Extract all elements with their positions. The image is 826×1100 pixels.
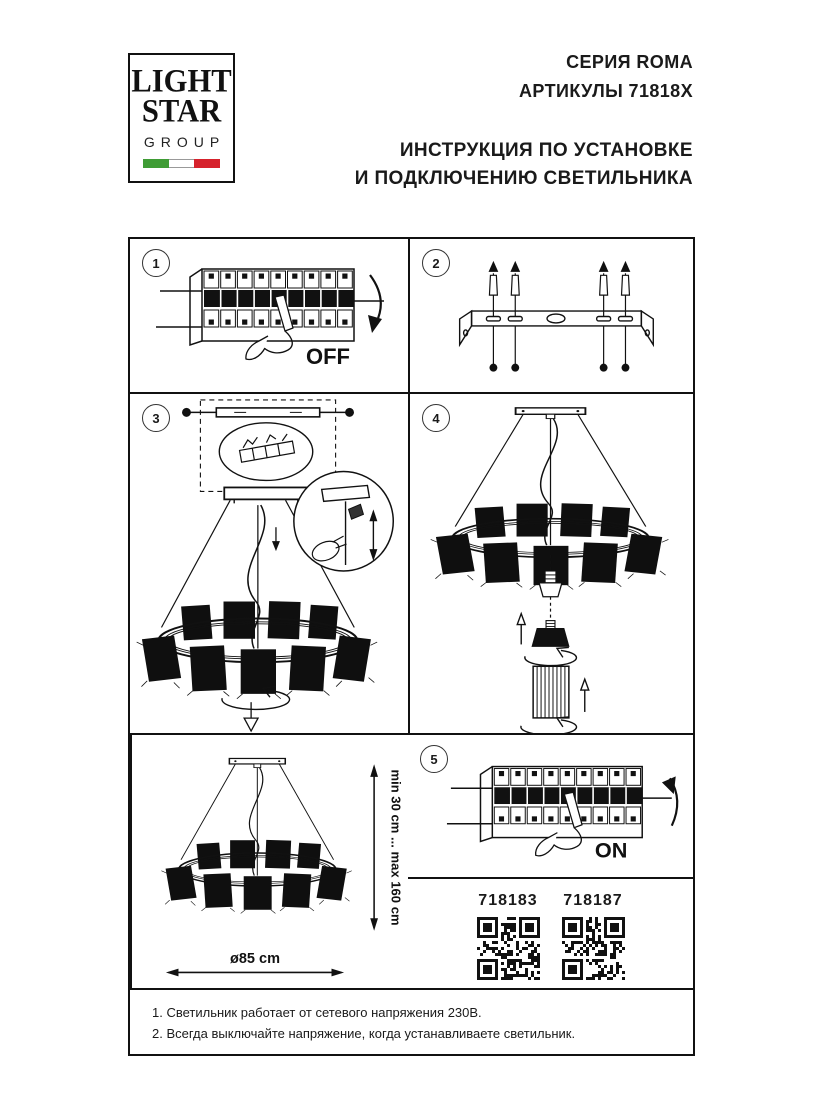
step-5-badge: 5 xyxy=(420,745,448,773)
screw-icon xyxy=(490,326,497,371)
height-range-label: min 30 cm ... max 160 cm xyxy=(388,769,404,926)
side-screw-icon xyxy=(183,408,217,416)
qr-code-icon xyxy=(562,917,625,985)
series-title: СЕРИЯ ROMA xyxy=(566,52,693,72)
qr-item-left xyxy=(477,892,540,985)
qr-code-label: 718183 xyxy=(478,892,538,909)
step-3-badge: 3 xyxy=(142,404,170,432)
instruction-title xyxy=(355,137,693,193)
footer-notes xyxy=(128,988,695,1056)
panel-step-2 xyxy=(408,239,693,392)
qr-code-label: 718187 xyxy=(563,892,623,909)
off-arrow-icon xyxy=(368,275,382,333)
steps-grid xyxy=(128,237,695,994)
anchor-icon xyxy=(600,262,608,316)
up-arrow-icon xyxy=(517,614,525,645)
step-1-badge: 1 xyxy=(142,249,170,277)
lightstar-logo xyxy=(128,53,235,183)
halogen-bulb-icon xyxy=(532,621,569,647)
qr-item-right xyxy=(562,892,625,985)
panel-step-3 xyxy=(130,392,408,733)
logo-word-light: LIGHT xyxy=(131,63,232,100)
side-screw-icon xyxy=(320,408,354,416)
panel-dimensions xyxy=(130,733,408,992)
rotate-arrow-icon xyxy=(521,717,577,733)
height-dimension xyxy=(370,764,378,931)
panel-step-1 xyxy=(130,239,408,392)
anchor-icon xyxy=(622,262,630,316)
dimensions-diagram xyxy=(132,735,408,992)
panel-qr-codes xyxy=(408,877,693,992)
step-4-badge: 4 xyxy=(422,404,450,432)
cylinder-shade-icon xyxy=(533,666,569,718)
logo-word-star: STAR xyxy=(141,93,222,130)
breaker-off-diagram xyxy=(130,239,408,392)
logo-word-group: GROUP xyxy=(143,134,226,150)
diameter-dimension xyxy=(166,969,344,977)
anchor-icon xyxy=(489,262,497,316)
screw-icon xyxy=(512,326,519,371)
footer-note-1: 1. Светильник работает от сетевого напряжения 230В. xyxy=(152,1005,482,1020)
bulb-install-diagram xyxy=(410,394,693,733)
panel-step-4 xyxy=(408,392,693,733)
up-arrow-icon xyxy=(581,679,589,712)
mounting-bracket-diagram xyxy=(410,239,693,392)
screw-icon xyxy=(600,326,607,371)
header-titles xyxy=(355,48,693,193)
footer-note-2: 2. Всегда выключайте напряжение, когда устанавливаете светильник. xyxy=(152,1026,576,1041)
on-label: ON xyxy=(594,837,628,863)
breaker-on-diagram xyxy=(408,735,693,877)
screw-icon xyxy=(622,326,629,371)
qr-code-icon xyxy=(477,917,540,985)
rotate-arrow-icon xyxy=(525,647,577,665)
pull-down-arrow-icon xyxy=(244,702,258,731)
instruction-title-line1: ИНСТРУКЦИЯ ПО УСТАНОВКЕ xyxy=(399,140,693,161)
italian-flag-icon xyxy=(143,159,220,168)
off-label: OFF xyxy=(306,344,350,369)
diameter-label: ø85 cm xyxy=(229,950,281,967)
on-arrow-icon xyxy=(662,776,677,825)
panel-step-5 xyxy=(408,733,693,877)
cable-down-arrow-icon xyxy=(272,527,280,551)
step-2-badge: 2 xyxy=(422,249,450,277)
anchor-icon xyxy=(511,262,519,316)
chandelier-install-diagram xyxy=(130,394,408,733)
instruction-title-line2: И ПОДКЛЮЧЕНИЮ СВЕТИЛЬНИКА xyxy=(354,168,693,189)
articles-title: АРТИКУЛЫ 71818X xyxy=(519,81,693,101)
detail-magnifier xyxy=(294,472,393,571)
